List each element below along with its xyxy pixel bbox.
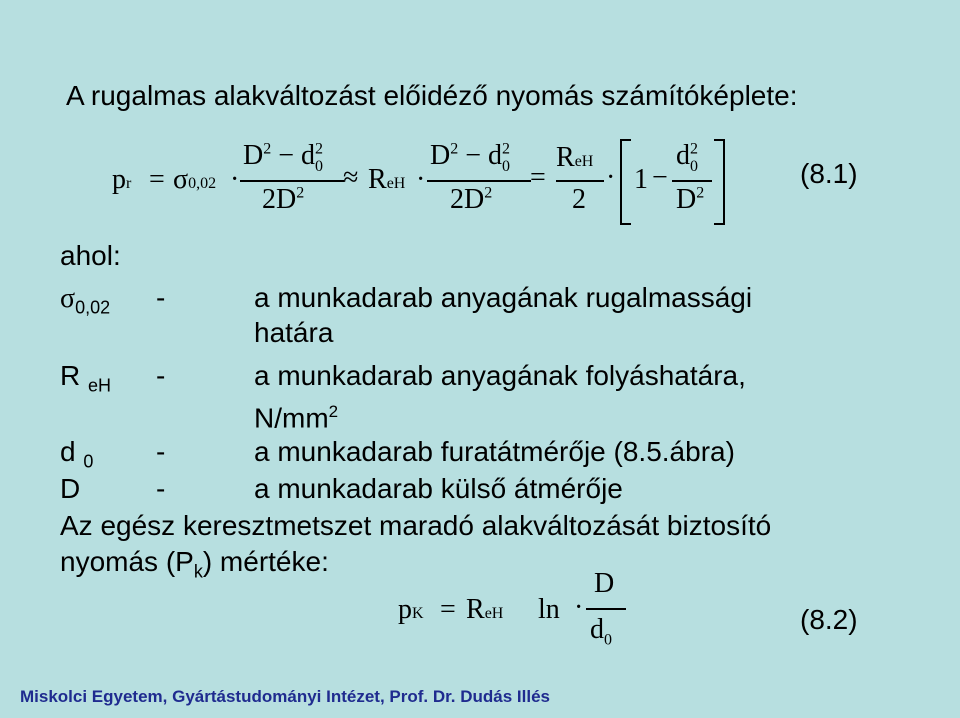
f2-R: ReH [466, 594, 504, 625]
formula-label-8-2: (8.2) [800, 604, 858, 635]
def-text: a munkadarab külső átmérője [254, 473, 623, 504]
f1-frac2-den: $2D^2$ [450, 184, 493, 215]
paragraph-line-1: Az egész keresztmetszet maradó alakváltozását biztosító [60, 510, 772, 541]
f2-ln: ln [538, 594, 560, 625]
f2-dot: · [574, 592, 584, 623]
f1-frac1-den: $2D^2$ [262, 184, 305, 215]
def-text-cont: $N/mm^2$ [254, 402, 339, 434]
f1-sigma: σ0,02 [173, 164, 217, 195]
def-dash: - [156, 473, 166, 504]
def-text: a munkadarab furatátmérője (8.5.ábra) [254, 436, 735, 467]
f1-frac4-num: $d^2_0$ [676, 140, 698, 175]
f1-dot2: · [416, 164, 426, 195]
def-symbol-d0: d $_0$ [60, 436, 94, 472]
f1-frac1-line [240, 180, 344, 182]
f2-p: pK [398, 594, 424, 625]
f1-frac3-num: ReH [556, 142, 594, 173]
slide-title: A rugalmas alakváltozást előidéző nyomás számítóképlete: [66, 80, 798, 111]
f1-one: 1 [634, 164, 648, 195]
def-symbol-reh: R $_{eH}$ [60, 360, 112, 396]
f2-den: $d_0$ [590, 614, 612, 649]
def-text: a munkadarab anyagának folyáshatára, [254, 360, 746, 391]
def-symbol-D: D [60, 473, 81, 504]
f2-num: D [594, 568, 615, 599]
f1-eq2: = [530, 162, 546, 193]
f1-p: pr [112, 164, 132, 195]
f1-frac2-num: $D^2 - d^2_0$ [430, 140, 511, 175]
def-dash: - [156, 436, 166, 467]
def-text: a munkadarab anyagának rugalmassági [254, 282, 753, 313]
f1-frac4-line [672, 180, 712, 182]
paragraph-line-2: nyomás $(P_k)$ mértéke: [60, 546, 329, 582]
f1-dot3: · [606, 162, 616, 193]
def-symbol-sigma: $\sigma_{0,02}$ [60, 283, 111, 318]
f2-eq: = [440, 594, 456, 625]
footer-text: Miskolci Egyetem, Gyártástudományi Intézet, Prof. Dr. Dudás Illés [20, 687, 550, 706]
f1-R: ReH [368, 164, 406, 195]
def-dash: - [156, 282, 166, 313]
left-bracket [620, 139, 631, 225]
f1-minus: − [652, 162, 668, 193]
footer-bar [0, 681, 960, 718]
f2-frac-line [586, 608, 626, 610]
f1-frac4-den: $D^2$ [676, 184, 705, 215]
def-dash: - [156, 360, 166, 391]
def-text-cont: határa [254, 317, 334, 348]
f1-approx: ≈ [343, 162, 359, 193]
f1-frac1-num: $D^2 - d^2_0$ [243, 140, 324, 175]
f1-frac3-line [556, 180, 604, 182]
ahol-label: ahol: [60, 240, 121, 271]
f1-eq1: = [149, 164, 165, 195]
f1-dot1: · [230, 164, 240, 195]
right-bracket [714, 139, 725, 225]
formula-label-8-1: (8.1) [800, 158, 858, 189]
f1-frac2-line [427, 180, 531, 182]
f1-frac3-den: 2 [572, 184, 586, 215]
